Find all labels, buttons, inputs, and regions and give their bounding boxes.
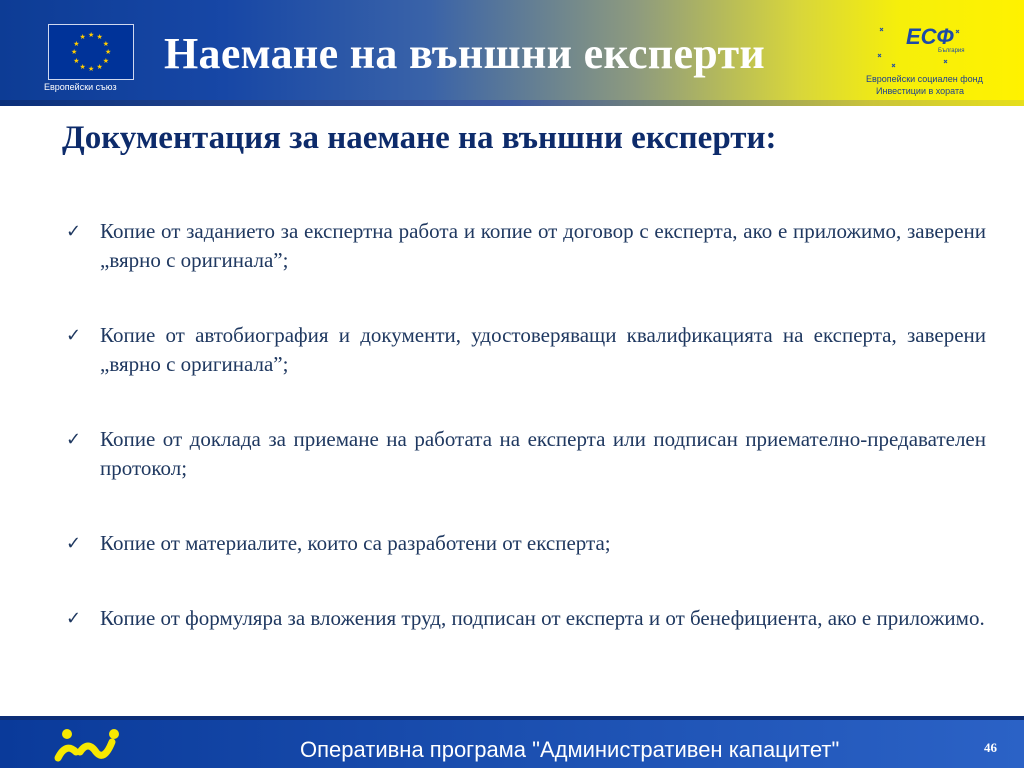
list-item-text: Копие от материалите, които са разработени от експерта;: [100, 531, 611, 555]
eu-star-icon: ★: [96, 33, 103, 42]
esf-logo-subtext: България: [938, 48, 965, 54]
eu-star-icon: ★: [73, 39, 80, 48]
checkmark-icon: ✓: [66, 325, 82, 346]
list-item: [66, 604, 986, 633]
list-item: [66, 425, 986, 483]
eu-star-icon: ★: [105, 48, 112, 56]
list-item-text: Копие от заданието за експертна работа и копие от договор с експерта, ако е приложимо, заверени „вярно с оригинала”;: [100, 219, 986, 272]
eu-star-icon: ★: [79, 33, 86, 42]
page-number: 46: [984, 740, 997, 755]
checkmark-icon: ✓: [66, 221, 82, 242]
esf-caption-line1: Европейски социален фонд: [866, 74, 983, 84]
list-item-text: Копие от автобиография и документи, удостоверяващи квалификацията на експерта, заверени „вярно с оригинала”;: [100, 323, 986, 376]
eu-star-icon: ★: [102, 56, 109, 65]
esf-logo-text: ЕСФ: [906, 24, 954, 49]
eu-star-icon: ★: [73, 56, 80, 65]
eu-star-icon: ★: [102, 39, 109, 48]
list-item: [66, 321, 986, 379]
checkmark-icon: ✓: [66, 429, 82, 450]
programme-name: Оперативна програма "Административен капацитет": [300, 737, 840, 762]
list-item-text: Копие от доклада за приемане на работата на експерта или подписан приемателно-предавателен протокол;: [100, 427, 986, 480]
eu-star-icon: ★: [96, 62, 103, 71]
page-title: Наемане на външни експерти: [164, 29, 766, 78]
operational-programme-logo: [50, 722, 130, 768]
eu-star-icon: ★: [79, 62, 86, 71]
esf-caption-line2: Инвестиции в хората: [876, 86, 965, 96]
eu-star-icon: ★: [88, 65, 95, 73]
list-item-text: Копие от формуляра за вложения труд, подписан от експерта и от бенефициента, ако е приложимо.: [100, 606, 985, 630]
checkmark-icon: ✓: [66, 533, 82, 554]
list-item: [66, 217, 986, 275]
eu-star-icon: ★: [71, 48, 78, 56]
list-item: [66, 529, 986, 558]
header-divider: [0, 100, 1024, 106]
eu-caption: Европейски съюз: [44, 82, 117, 92]
checkmark-icon: ✓: [66, 608, 82, 629]
section-heading: Документация за наемане на външни експерти:: [62, 120, 777, 156]
eu-star-icon: ★: [88, 31, 95, 39]
requirements-list: [66, 217, 986, 633]
eu-flag-logo: [48, 24, 134, 80]
